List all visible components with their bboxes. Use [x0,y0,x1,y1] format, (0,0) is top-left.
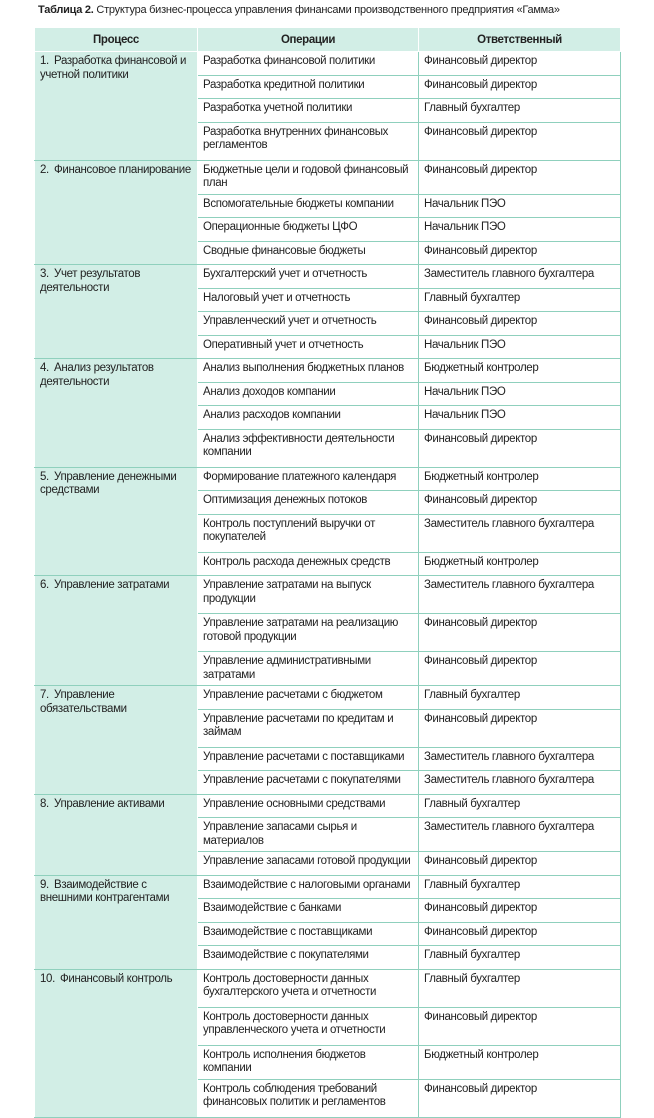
responsible-cell: Заместитель главного бухгалтера [419,265,621,289]
operation-cell: Разработка финансовой политики [198,52,419,76]
operation-cell: Контроль поступлений выручки от покупателей [198,514,419,552]
responsible-cell: Начальник ПЭО [419,406,621,430]
operation-cell: Управление затратами на выпуск продукции [198,576,419,614]
process-number: 9. [40,878,49,891]
header-responsible: Ответственный [419,28,621,52]
operation-cell: Разработка кредитной политики [198,75,419,99]
operation-cell: Управление расчетами с поставщиками [198,747,419,771]
operation-cell: Формирование платежного календаря [198,467,419,491]
operation-cell: Сводные финансовые бюджеты [198,241,419,265]
responsible-cell: Заместитель главного бухгалтера [419,771,621,795]
responsible-cell: Бюджетный контролер [419,359,621,383]
responsible-cell: Финансовый директор [419,52,621,76]
operation-cell: Бухгалтерский учет и отчетность [198,265,419,289]
responsible-cell: Финансовый директор [419,852,621,876]
process-cell [35,794,198,875]
operation-cell: Контроль исполнения бюджетов компании [198,1045,419,1079]
operation-cell: Управление расчетами с покупателями [198,771,419,795]
table-row [35,265,621,289]
responsible-cell: Главный бухгалтер [419,875,621,899]
operation-cell: Бюджетные цели и годовой финансовый план [198,160,419,194]
process-name: Управление обязательствами [40,689,127,715]
responsible-cell: Финансовый директор [419,1007,621,1045]
operation-cell: Анализ расходов компании [198,406,419,430]
operation-cell: Управленческий учет и отчетность [198,312,419,336]
responsible-cell: Главный бухгалтер [419,288,621,312]
responsible-cell: Финансовый директор [419,614,621,652]
operation-cell: Налоговый учет и отчетность [198,288,419,312]
process-name: Взаимодействие с внешними контрагентами [40,878,170,904]
operation-cell: Взаимодействие с банками [198,899,419,923]
operation-cell: Операционные бюджеты ЦФО [198,218,419,242]
process-number: 5. [40,470,49,483]
responsible-cell: Финансовый директор [419,491,621,515]
responsible-cell: Финансовый директор [419,652,621,686]
operation-cell: Разработка учетной политики [198,99,419,123]
responsible-cell: Финансовый директор [419,160,621,194]
responsible-cell: Финансовый директор [419,75,621,99]
operation-cell: Контроль достоверности данных управленческого учета и отчетности [198,1007,419,1045]
operation-cell: Взаимодействие с покупателями [198,946,419,970]
process-number: 3. [40,268,49,280]
responsible-cell: Финансовый директор [419,922,621,946]
process-cell [35,576,198,686]
table-row [35,576,621,614]
table-row [35,794,621,818]
process-name: Разработка финансовой и учетной политики [40,55,187,81]
operation-cell: Анализ эффективности деятельности компании [198,429,419,467]
process-cell [35,969,198,1117]
process-number: 1. [40,55,49,67]
responsible-cell: Финансовый директор [419,709,621,747]
responsible-cell: Заместитель главного бухгалтера [419,514,621,552]
operation-cell: Контроль соблюдения требований финансовых политик и регламентов [198,1079,419,1117]
table-row [35,969,621,1007]
responsible-cell: Заместитель главного бухгалтера [419,818,621,852]
operation-cell: Анализ выполнения бюджетных планов [198,359,419,383]
operation-cell: Управление основными средствами [198,794,419,818]
table-body [35,52,621,1118]
responsible-cell: Заместитель главного бухгалтера [419,747,621,771]
responsible-cell: Финансовый директор [419,241,621,265]
responsible-cell: Главный бухгалтер [419,686,621,710]
responsible-cell: Финансовый директор [419,429,621,467]
responsible-cell: Начальник ПЭО [419,194,621,218]
table-row [35,875,621,899]
process-name: Учет результатов деятельности [40,268,141,294]
operation-cell: Разработка внутренних финансовых регламентов [198,122,419,160]
process-cell [35,686,198,795]
responsible-cell: Финансовый директор [419,122,621,160]
operation-cell: Оптимизация денежных потоков [198,491,419,515]
process-table [34,27,621,1118]
operation-cell: Оперативный учет и отчетность [198,335,419,359]
responsible-cell: Бюджетный контролер [419,467,621,491]
table-row [35,467,621,491]
operation-cell: Управление запасами готовой продукции [198,852,419,876]
table-caption-text: Структура бизнес-процесса управления финансами производственного предприятия «Гамма» [96,4,560,16]
process-number: 2. [40,163,49,176]
process-number: 4. [40,362,49,374]
responsible-cell: Финансовый директор [419,899,621,923]
operation-cell: Взаимодействие с поставщиками [198,922,419,946]
responsible-cell: Начальник ПЭО [419,218,621,242]
process-number: 6. [40,579,49,591]
operation-cell: Управление расчетами по кредитам и займам [198,709,419,747]
operation-cell: Контроль расхода денежных средств [198,552,419,576]
process-name: Анализ результатов деятельности [40,362,154,388]
operation-cell: Контроль достоверности данных бухгалтерского учета и отчетности [198,969,419,1007]
table-row [35,160,621,194]
table-row [35,359,621,383]
process-cell [35,875,198,969]
operation-cell: Управление затратами на реализацию готовой продукции [198,614,419,652]
responsible-cell: Бюджетный контролер [419,1045,621,1079]
table-caption-label: Таблица 2. [38,4,94,16]
operation-cell: Взаимодействие с налоговыми органами [198,875,419,899]
responsible-cell: Финансовый директор [419,312,621,336]
process-name: Управление затратами [54,579,170,591]
responsible-cell: Главный бухгалтер [419,969,621,1007]
responsible-cell: Начальник ПЭО [419,382,621,406]
operation-cell: Вспомогательные бюджеты компании [198,194,419,218]
process-name: Управление активами [54,797,165,810]
responsible-cell: Бюджетный контролер [419,552,621,576]
table-row [35,686,621,710]
process-number: 8. [40,797,49,810]
process-cell [35,359,198,468]
operation-cell: Управление запасами сырья и материалов [198,818,419,852]
process-name: Управление денежными средствами [40,470,177,496]
header-operations: Операции [198,28,419,52]
process-cell [35,265,198,359]
process-cell [35,467,198,576]
responsible-cell: Заместитель главного бухгалтера [419,576,621,614]
process-cell [35,160,198,265]
responsible-cell: Главный бухгалтер [419,946,621,970]
responsible-cell: Финансовый директор [419,1079,621,1117]
table-header-row [35,28,621,52]
process-name: Финансовый контроль [60,972,173,985]
responsible-cell: Начальник ПЭО [419,335,621,359]
header-process: Процесс [35,28,198,52]
table-row [35,52,621,76]
responsible-cell: Главный бухгалтер [419,794,621,818]
process-number: 10. [40,972,55,985]
operation-cell: Анализ доходов компании [198,382,419,406]
process-name: Финансовое планирование [54,163,191,176]
table-caption [38,3,560,17]
process-number: 7. [40,689,49,701]
operation-cell: Управление административными затратами [198,652,419,686]
operation-cell: Управление расчетами с бюджетом [198,686,419,710]
process-cell [35,52,198,161]
responsible-cell: Главный бухгалтер [419,99,621,123]
